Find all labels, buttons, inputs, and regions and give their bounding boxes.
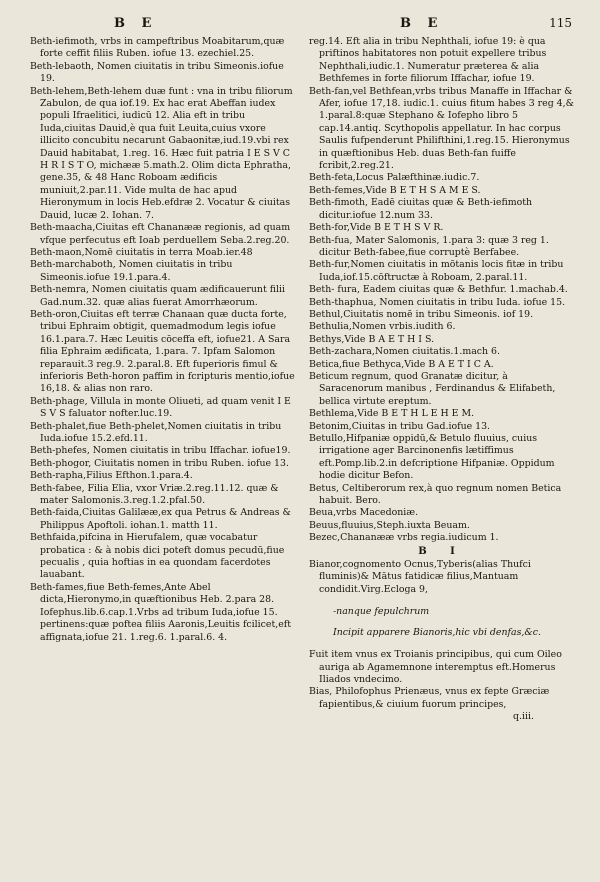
- verse-quote: [309, 606, 574, 640]
- dictionary-entry: Beth-iefimoth, vrbs in campeftribus Moabitarum,quæ forte ceffit filiis Ruben. iofue 13. ezechiel.25.: [30, 36, 285, 60]
- right-entries-a: [309, 36, 574, 545]
- dictionary-entry: Beth-fames,fiue Beth-femes,Ante Abel dicta,Hieronymo,in quæftionibus Heb. 2.para 28. Iofephus.lib.6.cap.1.Vrbs ad tribum Iuda,iofue 15. pertinens:quæ poftea filiis Aaronis,Leuitis fcilicet,eft affignata,iofue 21. 1.reg.6. 1.paral.6. 4.: [30, 581, 291, 643]
- dictionary-entry: reg.14. Eft alia in tribu Nephthali, iofue 19: è qua priftinos habitatores non potuit expellere tribus Nephthali,iudic.1. Numeratur præterea & alia Bethfemes in forte filiorum Iffachar, iofue 19.: [309, 36, 547, 85]
- dictionary-entry: Beth-maacha,Ciuitas eft Chananææ regionis, ad quam vfque perfecutus eft Ioab perduellem Seba.2.reg.20.: [30, 222, 291, 246]
- dictionary-entry: Bezec,Chananææ vrbs regia.iudicum 1.: [309, 532, 499, 544]
- running-header: [30, 12, 574, 36]
- dictionary-entry: Beth-feta,Locus Palæfthinæ.iudic.7.: [309, 172, 480, 184]
- dictionary-entry: Beth-fan,vel Bethfean,vrbs tribus Manaffe in Iffachar & Afer, iofue 17,18. iudic.1. cuius fitum habes 3 reg 4,& 1.paral.8:quæ Stephano & Iofepho libro 5 cap.14.antiq. Scythopolis appellatur. In hac corpus Saulis fufpenderunt Philifthini,1.reg.15. Hieronymus in quæftionibus Heb. duas Beth-fan fuiffe fcribit,2.reg.21.: [309, 85, 574, 172]
- dictionary-entry: Betullo,Hifpaniæ oppidū,& Betulo fluuius, cuius irrigatione ager Barcinonenfis lætiffimus eft.Pomp.lib.2.in defcriptione Hifpaniæ. Oppidum hodie dicitur Befon.: [309, 433, 555, 482]
- right-entries-b: [309, 559, 574, 596]
- verse-line: -nanque fepulchrum: [333, 605, 430, 617]
- dictionary-entry: Bias, Philofophus Prienæus, vnus ex fepte Græciæ fapientibus,& ciuium fuorum principes,: [309, 686, 550, 710]
- dictionary-entry: Beth-rapha,Filius Efthon.1.para.4.: [30, 470, 193, 482]
- dictionary-entry: Beth-thaphua, Nomen ciuitatis in tribu Iuda. iofue 15.: [309, 296, 566, 308]
- signature-mark: q.iii.: [513, 711, 534, 723]
- dictionary-entry: Bianor,cognomento Ocnus,Tyberis(alias Thufci fluminis)& Mātus fatidicæ filius,Mantuam condidit.Virg.Ecloga 9,: [309, 559, 531, 595]
- dictionary-entry: Beth- fura, Eadem ciuitas quæ & Bethfur. 1.machab.4.: [309, 284, 568, 296]
- dictionary-entry: Beuus,fluuius,Steph.iuxta Beuam.: [309, 519, 470, 531]
- right-column: [309, 36, 574, 724]
- dictionary-entry: Bethfaida,pifcina in Hierufalem, quæ vocabatur probatica : & à nobis dici poteft domus pecudū,fiue pecualis , quia hoftias in ea quondam facerdotes lauabant.: [30, 532, 285, 581]
- dictionary-entry: Fuit item vnus ex Troianis principibus, qui cum Oileo auriga ab Agamemnone interemptus eft.Homerus Iliados vndecimo.: [309, 649, 562, 686]
- dictionary-entry: Beth-marchaboth, Nomen ciuitatis in tribu Simeonis.iofue 19.1.para.4.: [30, 259, 233, 283]
- dictionary-entry: Beua,vrbs Macedoniæ.: [309, 507, 419, 519]
- dictionary-entry: Beth-lehem,Beth-lehem duæ funt : vna in tribu filiorum Zabulon, de qua iof.19. Ex hac erat Abeffan iudex populi Ifraelitici, iudicū 12. Alia eft in tribu Iuda,ciuitas Dauid,è qua fuit Leuita,cuius vxore illicito concubitu necarunt Gabaonitæ,iud.19.vbi rex Dauid habitabat, 1.reg. 16. Hæc fuit patria I E S V C H R I S T O, michææ 5.math.2. Olim dicta Ephratha, gene.35, & 48 Hanc Roboam ædificis muniuit,2.par.11. Vide multa de hac apud Hieronymum in locis Heb.efdræ 2. Vocatur & ciuitas Dauid, lucæ 2. Iohan. 7.: [30, 85, 293, 221]
- dictionary-entry: Beth-for,Vide B E T H S V R.: [309, 222, 444, 234]
- dictionary-entry: Beth-fimoth, Eadē ciuitas quæ & Beth-iefimoth dicitur.iofue 12.num 33.: [309, 197, 533, 221]
- dictionary-entry: Beth-phefes, Nomen ciuitatis in tribu Iffachar. iofue19.: [30, 445, 291, 457]
- dictionary-entry: Beth-maon,Nomē ciuitatis in terra Moab.ier.48: [30, 246, 253, 258]
- dictionary-entry: Beth-lebaoth, Nomen ciuitatis in tribu Simeonis.iofue 19.: [30, 60, 284, 85]
- dictionary-entry: Beth-fua, Mater Salomonis, 1.para 3: quæ 3 reg 1. dicitur Beth-fabee,fiue corruptè Berfabee.: [309, 234, 549, 258]
- dictionary-entry: Beth-fur,Nomen ciuitatis in mōtanis locis fitæ in tribu Iuda,iof.15.cōftructæ à Roboam, 2.paral.11.: [309, 259, 564, 283]
- dictionary-entry: Beticum regnum, quod Granatæ dicitur, à Saracenorum manibus , Ferdinandus & Elifabeth, bellica virtute ereptum.: [309, 370, 556, 407]
- header-left: B E: [114, 16, 158, 31]
- dictionary-entry: Beth-phogor, Ciuitatis nomen in tribu Ruben. iofue 13.: [30, 457, 289, 469]
- section-letter: B I: [418, 545, 465, 557]
- dictionary-entry: Betonim,Ciuitas in tribu Gad.iofue 13.: [309, 420, 491, 432]
- left-column: [30, 36, 295, 724]
- dictionary-entry: Beth-faida,Ciuitas Galilææ,ex qua Petrus & Andreas & Philippus Apoftoli. iohan.1. matth 11.: [30, 507, 291, 531]
- dictionary-entry: Bethys,Vide B A E T H I S.: [309, 333, 435, 345]
- dictionary-entry: Betus, Celtiberorum rex,à quo regnum nomen Betica habuit. Bero.: [309, 482, 562, 507]
- dictionary-entry: Beth-zachara,Nomen ciuitatis.1.mach 6.: [309, 346, 501, 358]
- dictionary-entry: Beth-fabee, Filia Elia, vxor Vriæ.2.reg.11.12. quæ & mater Salomonis.3.reg.1.2.pfal.50.: [30, 482, 279, 507]
- header-right: B E: [400, 16, 444, 31]
- dictionary-entry: Beth-nemra, Nomen ciuitatis quam ædificauerunt filii Gad.num.32. quæ alias fuerat Amorrhæorum.: [30, 284, 285, 308]
- page-number: 115: [549, 16, 572, 30]
- dictionary-entry: Bethlema,Vide B E T H L E H E M.: [309, 408, 475, 420]
- dictionary-entry: Bethul,Ciuitatis nomē in tribu Simeonis. iof 19.: [309, 308, 534, 320]
- dictionary-entry: Bethulia,Nomen vrbis.iudith 6.: [309, 321, 456, 333]
- verse-line: Incipit apparere Bianoris,hic vbi denfas,&c.: [333, 627, 541, 639]
- right-entries-c: [309, 649, 574, 711]
- dictionary-entry: Beth-femes,Vide B E T H S A M E S.: [309, 184, 481, 196]
- dictionary-entry: Beth-oron,Ciuitas eft terræ Chanaan quæ ducta forte, tribui Ephraim obtigit, quemadmodum legis iofue 16.1.para.7. Hæc Leuitis cōceffa eft, iofue21. A Sara filia Ephraim ædificata, 1.para. 7. Ipfam Salomon reparauit.3 reg.9. 2.paral.8. Eft fuperioris fimul & inferioris Beth-horon paffim in fcripturis mentio,iofue 16,18. & alias non raro.: [30, 308, 295, 395]
- dictionary-entry: Beth-phalet,fiue Beth-phelet,Nomen ciuitatis in tribu Iuda.iofue 15.2.efd.11.: [30, 420, 282, 444]
- dictionary-entry: Betica,fiue Bethyca,Vide B A E T I C A.: [309, 358, 494, 370]
- two-column-body: [30, 36, 574, 724]
- dictionary-entry: Beth-phage, Villula in monte Oliueti, ad quam venit I E S V S faluator nofter.luc.19.: [30, 395, 291, 420]
